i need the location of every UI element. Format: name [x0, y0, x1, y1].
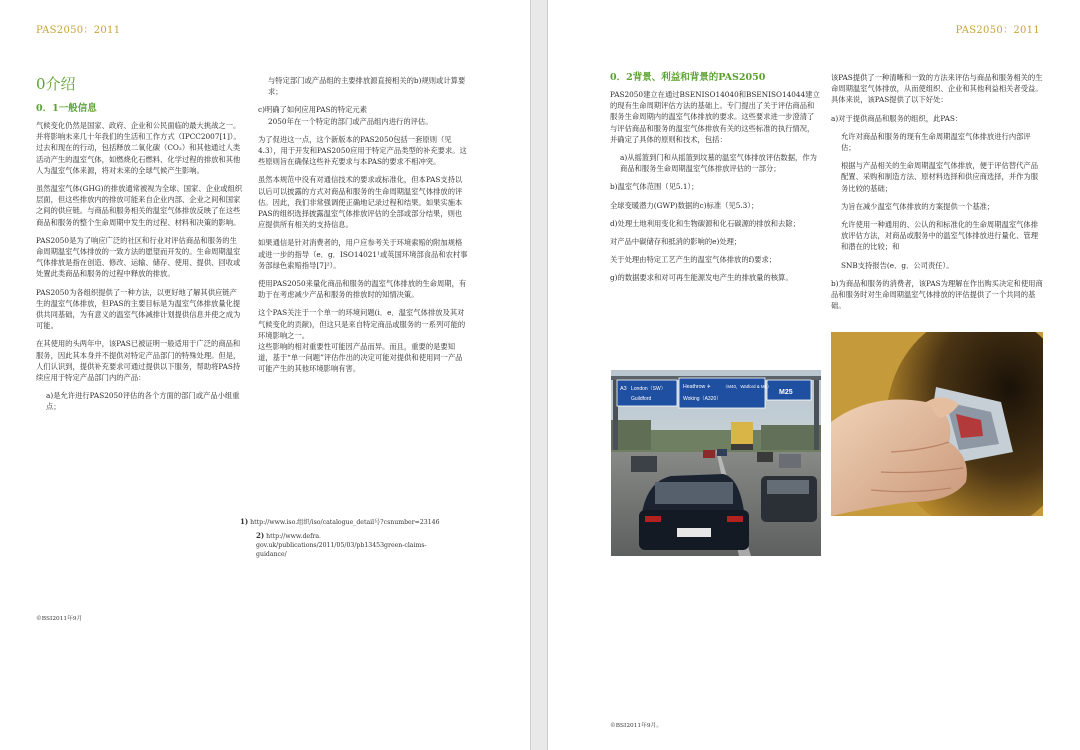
sign-a3: A3	[620, 386, 627, 392]
list-item: a)从摇篮到门和从摇篮到坟墓的温室气体排放评估数据，作为商品和服务生命周期温室气体排放评估的一部分；	[620, 153, 817, 174]
page-footer: ©BSI2011年9月	[36, 616, 83, 622]
list-item: 关于处理由特定工艺产生的温室气体排放的f)要求；	[610, 255, 777, 265]
running-header: PAS2050：2011	[955, 25, 1040, 36]
list-item: b)为商品和服务的消费者，该PAS为理解在作出购买决定和使用商品和服务时对生命周期温室气体排放的评估提供了一个共同的基础。	[831, 278, 1043, 311]
page-gutter	[530, 0, 548, 750]
list-item: c)明确了如何应用PAS的特定元素	[258, 105, 368, 115]
running-header: PAS2050：2011	[36, 25, 121, 36]
left-column-1	[36, 75, 244, 420]
sub-list-item: SNB支持报告(e．g．公司责任）。	[841, 260, 954, 270]
paragraph: PAS2050建立在通过BSENISO14040和BSENISO14044建立的现有生命周期评估方法的基础上。专门提出了关于评估商品和服务生命周期内的温室气体排放的要求。这些要求进一步澄清了与评估商品和服务的温室气体排放有关的这些标准的执行情况，并确定了具体的原则和技术，包括：	[610, 90, 820, 144]
paragraph: 使用PAS2050来量化商品和服务的温室气体排放的生命周期，有助于在考虑减少产品和服务的排放时的知情决策。	[258, 279, 467, 300]
list-item: 对产品中碳储存和抵消的影响的e)处理；	[610, 237, 742, 247]
right-page	[548, 0, 1080, 750]
paragraph: 这些影响的相对重要性可能因产品而异。而且，重要的是要知道，基于“单一问题”评估作出的决定可能对提供和使用同一产品可能产生的其他环境影响有害。	[258, 342, 463, 374]
list-item: 与特定部门或产品组的主要排放源直接相关的b)规则或计算要求；	[268, 76, 466, 97]
left-page	[0, 0, 530, 750]
left-column-2	[258, 75, 468, 382]
paragraph: 虽然本规范中没有对通信技术的要求或标准化，但本PAS支持以以后可以披露的方式对商品和服务的生命周期温室气体排放的评估。因此，我们非常强调使正确地记录过程和结果。如果实施本PAS的组织选择披露温室气体排放评估的全部或部分结果，则也应提供所有相关的支持信息。	[258, 175, 463, 230]
footnote-1: 1) http://www.iso.组织/iso/catalogue_detail号?csnumber=23146	[240, 517, 440, 526]
sub-list-item: 根据与产品相关的生命周期温室气体排放，便于评估替代产品配置、采购和制造方法、原材料选择和供应商选择，并作为服务比较的基础；	[841, 161, 1039, 193]
list-item: 2050年在一个特定的部门或产品组内进行的评估。	[268, 116, 433, 126]
paragraph: 气候变化仍然是国家、政府、企业和公民面临的最大挑战之一。并将影响未来几十年我们的生活和工作方式（IPCC2007[1]）。过去和现在的行动，包括释放二氧化碳（CO₂）和其他通过人类活动产生的温室气体，如燃烧化石燃料、化学过程的排放和其他人为温室气体来源，将对未来的全球气候产生影响。	[36, 121, 241, 175]
paragraph: 在其使用的头两年中，该PAS已被证明一般适用于广泛的商品和服务，因此其本身并不提供对特定产品部门的特殊处理。但是，人们认识到，提供补充要求可通过提供以下服务，帮助将PAS持续应用于特定产品部门内的产品：	[36, 339, 241, 383]
section-title: 0介绍	[36, 75, 76, 93]
sub-list-item: 为旨在减少温室气体排放的方案提供一个基准；	[841, 201, 995, 211]
list-item: g)的数据要求和对可再生能源发电产生的排放量的核算。	[610, 273, 793, 283]
sub-list-item: 允许使用一种通用的、公认的和标准化的生命周期温室气体排放评估方法，对商品或服务中的温室气体排放进行量化、管理和潜在的比较；和	[841, 220, 1039, 252]
list-item: b)温室气体范围（见5.1）；	[610, 182, 699, 192]
page-footer: ©BSI2011年9月。	[610, 723, 663, 729]
sign-heathrow: Heathrow ✈	[683, 384, 711, 390]
right-column-2	[831, 72, 1043, 318]
list-item: d)处理土地利用变化和生物碳源和化石碳源的排放和去除；	[610, 218, 800, 228]
sub-list-item: 允许对商品和服务的现有生命周期温室气体排放进行内部评估；	[841, 131, 1031, 153]
sign-london: London（SW）	[631, 386, 666, 392]
hand-recycling-photo	[831, 332, 1043, 516]
list-item: a)对于提供商品和服务的组织，此PAS：	[831, 113, 963, 123]
paragraph: 为了促进这一点，这个新版本的PAS2050包括一套原则（见4.3），用于开发和PAS2050应用于特定产品类型的补充要求。这些原则旨在确保这些补充要求与本PAS的要求不相冲突。	[258, 134, 467, 167]
sign-m25: M25	[779, 389, 793, 396]
paragraph: 如果通信是针对消费者的，用户应参考关于环境索赔的附加规格或进一步的指导（e．g．ISO14021¹或英国环境部食品和农村事务部绿色索赔指导[7]²）。	[258, 238, 468, 270]
footnote-2-link[interactable]: http://www.defra．gov.uk/publications/2011/05/03/pb13453green-claims-guidance/	[256, 533, 427, 558]
list-item: 全球变暖潜力(GWP)数据的c)标准（见5.3）；	[610, 200, 759, 210]
sign-woking: Woking（A320）	[683, 396, 722, 402]
footnote-1-link[interactable]: http://www.iso.组织/iso/catalogue_detail号?csnumber=23146	[250, 519, 440, 526]
subsection-title: 0．2背景、利益和背景的PAS2050	[610, 72, 766, 83]
right-column-1	[610, 72, 820, 291]
paragraph: PAS2050为各组织提供了一种方法，以更好地了解其供应链产生的温室气体排放，但PAS的主要目标是为温室气体排放量化提供共同基础，为有意义的温室气体减排计划提供信息并使之成为可能。	[36, 287, 241, 331]
paragraph: 这个PAS关注于一个单一的环境问题(i．e．温室气体排放及其对气候变化的贡献)，但这只是来自特定商品或服务的一系列可能的环境影响之一。	[258, 308, 466, 340]
sign-m40: （M40，Watford & M1）	[723, 384, 772, 389]
paragraph: 该PAS提供了一种清晰和一致的方法来评估与商品和服务相关的生命周期温室气体排放，从而使组织、企业和其他利益相关者受益。具体来说，该PAS提供了以下好处：	[831, 73, 1043, 105]
footnote-2: 2) http://www.defra．gov.uk/publications/2011/05/03/pb13453green-claims-guidance/	[256, 531, 427, 558]
sign-guildford: Guildford	[631, 396, 652, 402]
subsection-title: 0．1一般信息	[36, 103, 97, 114]
paragraph: 虽然温室气体(GHG)的排放通常被视为全球、国家、企业或组织层面，但这些排放内的排放可能来自企业内部、企业之间和国家之间的供应链。与商品和服务相关的温室气体排放反映了在这些商品和服务的整个生命周期中发生的过程、材料和决策的影响。	[36, 184, 243, 227]
paragraph: PAS2050是为了响应广泛的社区和行业对评估商品和服务的生命周期温室气体排放的一致方法的愿望而开发的。生命周期温室气体排放是指在创造、修改、运输、储存、使用、提供、回收或处置此类商品和服务的过程中释放的排放。	[36, 235, 241, 279]
list-item: a)是允许进行PAS2050评估的各个方面的部门或产品小组重点；	[46, 391, 240, 412]
motorway-photo	[611, 370, 821, 556]
